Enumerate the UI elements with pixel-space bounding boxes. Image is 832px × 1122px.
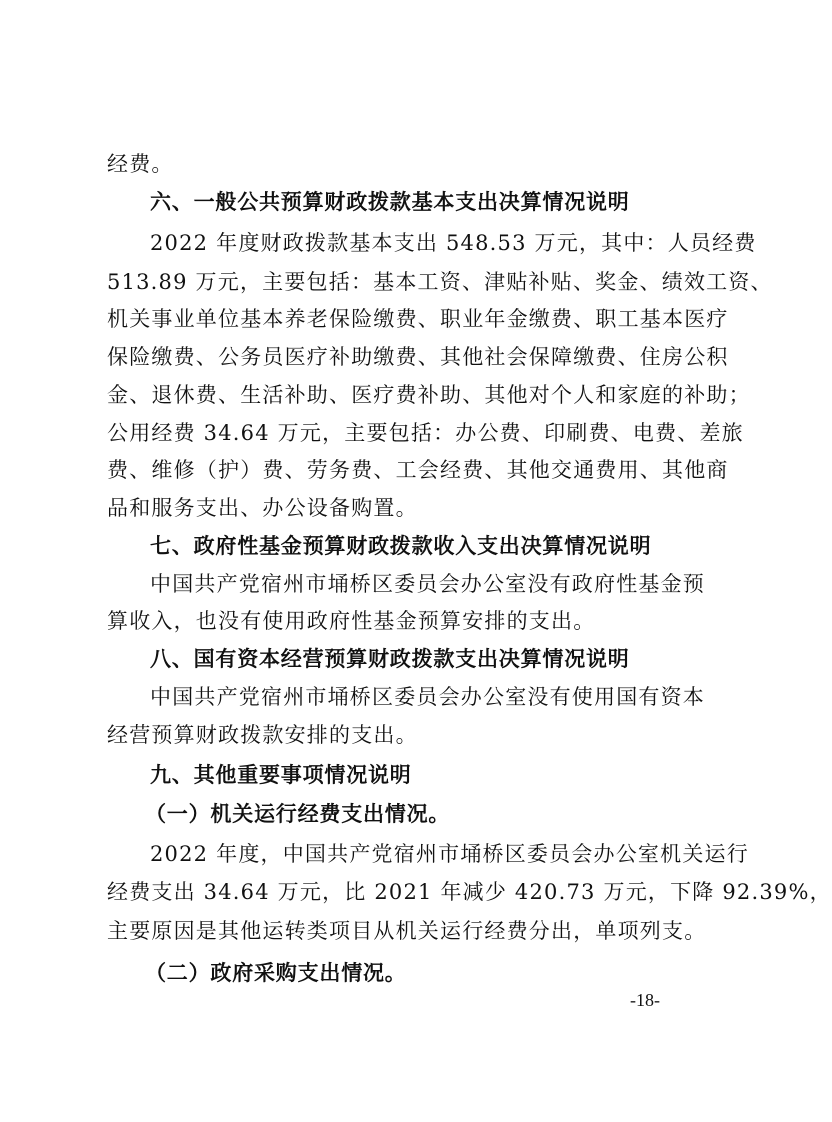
section-heading-6: 六、一般公共预算财政拨款基本支出决算情况说明 — [150, 190, 630, 214]
body-text-line: 经费。 — [107, 152, 174, 176]
subsection-heading-1: （一）机关运行经费支出情况。 — [145, 802, 451, 826]
body-text-line: 513.89 万元，主要包括：基本工资、津贴补贴、奖金、绩效工资、 — [107, 270, 773, 294]
body-text-line: 费、维修（护）费、劳务费、工会经费、其他交通费用、其他商 — [107, 458, 729, 482]
body-text-line: 2022 年度财政拨款基本支出 548.53 万元，其中：人员经费 — [150, 231, 757, 255]
page-number: -18- — [630, 990, 660, 1010]
section-heading-7: 七、政府性基金预算财政拨款收入支出决算情况说明 — [150, 534, 652, 558]
body-text-line: 中国共产党宿州市埇桥区委员会办公室没有政府性基金预 — [150, 572, 705, 596]
body-text-line: 算收入，也没有使用政府性基金预算安排的支出。 — [107, 609, 596, 633]
body-text-line: 机关事业单位基本养老保险缴费、职业年金缴费、职工基本医疗 — [107, 307, 729, 331]
section-heading-9: 九、其他重要事项情况说明 — [150, 763, 412, 787]
body-text-line: 经费支出 34.64 万元，比 2021 年减少 420.73 万元，下降 92.39%， — [107, 880, 832, 904]
body-text-line: 主要原因是其他运转类项目从机关运行经费分出，单项列支。 — [107, 919, 707, 943]
body-text-line: 保险缴费、公务员医疗补助缴费、其他社会保障缴费、住房公积 — [107, 345, 729, 369]
body-text-line: 品和服务支出、办公设备购置。 — [107, 496, 418, 520]
body-text-line: 公用经费 34.64 万元，主要包括：办公费、印刷费、电费、差旅 — [107, 421, 744, 445]
body-text-line: 中国共产党宿州市埇桥区委员会办公室没有使用国有资本 — [150, 685, 705, 709]
body-text-line: 经营预算财政拨款安排的支出。 — [107, 723, 418, 747]
body-text-line: 金、退休费、生活补助、医疗费补助、其他对个人和家庭的补助； — [107, 383, 751, 407]
body-text-line: 2022 年度，中国共产党宿州市埇桥区委员会办公室机关运行 — [150, 842, 749, 866]
section-heading-8: 八、国有资本经营预算财政拨款支出决算情况说明 — [150, 647, 630, 671]
subsection-heading-2: （二）政府采购支出情况。 — [145, 961, 407, 985]
